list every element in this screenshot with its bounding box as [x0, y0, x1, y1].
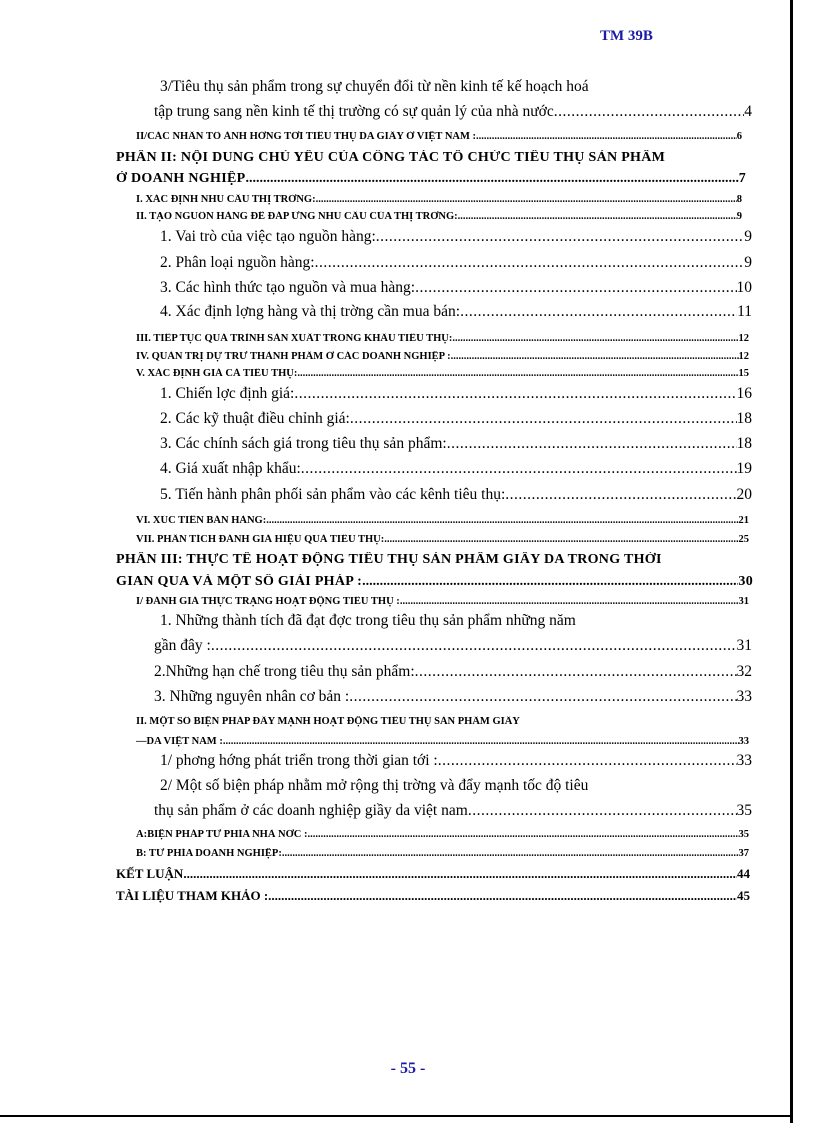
toc-part-title: Ở DOANH NGHIỆP [116, 171, 246, 186]
toc-page-number: 6 [736, 131, 742, 142]
toc-entry-title: I/ ĐÁNH GIÁ THỰC TRẠNG HOẠT ĐỘNG TIÊU THỤ : [136, 596, 400, 607]
dot-leader [266, 515, 738, 526]
toc-entry-title: KẾT LUẬN [116, 866, 184, 881]
toc-page-number: 21 [738, 515, 749, 526]
toc-part [116, 171, 746, 187]
dot-leader [183, 866, 737, 882]
dot-leader [315, 254, 745, 272]
toc-entry-title: I. XÁC ĐỊNH NHU CẦU THỊ TRỜNG: [136, 194, 316, 205]
toc-part-title: GIAN QUA VÀ MỘT SỐ GIẢI PHÁP : [116, 574, 363, 589]
dot-leader [308, 829, 739, 840]
toc-entry-title: IV. QUẢN TRỊ DỰ TRỮ THÀNH PHẨM Ở CÁC DOANH NGHIỆP : [136, 351, 451, 362]
toc-page-number: 25 [738, 534, 749, 545]
toc-entry-title: II. MỘT SỐ BIỆN PHÁP ĐẨY MẠNH HOẠT ĐỘNG TIÊU THỤ SẢN PHẨM GIẦY [136, 716, 520, 727]
toc-entry [160, 460, 752, 478]
toc-entry-title: thụ sản phẩm ở các doanh nghiệp giầy da việt nam [154, 802, 468, 819]
toc-entry-title: 4. Giá xuất nhập khẩu: [160, 460, 301, 477]
toc-entry [136, 211, 742, 222]
toc-entry [136, 736, 749, 747]
dot-leader [468, 802, 737, 820]
toc-entry [160, 303, 752, 321]
toc-entry [136, 534, 749, 545]
dot-leader [268, 888, 737, 904]
toc-page-number: 33 [736, 688, 752, 705]
toc-entry-title: 4. Xác định lợng hàng và thị trờng cần mua bán: [160, 303, 461, 320]
toc-entry-title: 5. Tiến hành phân phối sản phẩm vào các kênh tiêu thụ: [160, 486, 506, 503]
toc-page-number: 31 [736, 637, 752, 654]
bottom-margin-bar [0, 1115, 793, 1117]
toc-page-number: 20 [736, 486, 752, 503]
toc-entry [154, 637, 752, 655]
toc-page-number: 9 [736, 211, 742, 222]
toc-entry [136, 131, 742, 142]
toc-entry-title: —DA VIỆT NAM : [136, 736, 223, 747]
dot-leader [400, 596, 739, 607]
toc-entry [136, 194, 742, 205]
toc-entry [160, 410, 752, 428]
toc-entry-title: III. TIẾP TỤC QUÁ TRÌNH SẢN XUẤT TRONG KHÂU TIÊU THỤ: [136, 333, 453, 344]
dot-leader [301, 460, 737, 478]
toc-entry-title: 3. Những nguyên nhân cơ bản : [154, 688, 350, 705]
dot-leader [297, 368, 738, 379]
toc-entry [160, 486, 752, 504]
toc-page-number: 30 [738, 574, 753, 589]
toc-page-number: 37 [738, 848, 749, 859]
toc-page-number: 12 [738, 333, 749, 344]
toc-entry [116, 888, 750, 904]
dot-leader [460, 303, 737, 321]
dot-leader [223, 736, 739, 747]
toc-entry [154, 688, 752, 706]
dot-leader [554, 103, 745, 121]
toc-entry [136, 829, 749, 840]
toc-part-line [116, 150, 665, 166]
toc-entry-title: 2. Phân loại nguồn hàng: [160, 254, 315, 271]
toc-entry-title: 3. Các hình thức tạo nguồn và mua hàng: [160, 279, 416, 296]
toc-entry-title: gần đây : [154, 637, 211, 654]
toc-page-number: 18 [736, 410, 752, 427]
dot-leader [458, 211, 737, 222]
dot-leader [211, 637, 737, 655]
dot-leader [451, 351, 739, 362]
toc-entry [154, 663, 752, 681]
toc-entry-title: 2.Những hạn chế trong tiêu thụ sản phẩm: [154, 663, 415, 680]
toc-entry [160, 228, 752, 246]
toc-entry-title: tập trung sang nền kinh tế thị trường có sự quản lý của nhà nước [154, 103, 554, 120]
toc-entry-title: A:BIỆN PHÁP TỪ PHÍA NHÀ NỚC : [136, 829, 308, 840]
dot-leader [384, 534, 738, 545]
dot-leader [415, 279, 736, 297]
toc-entry [136, 596, 749, 607]
toc-page-number: 44 [737, 866, 750, 881]
toc-entry-title: VI. XÚC TIẾN BÁN HÀNG: [136, 515, 267, 526]
toc-page-number: 18 [736, 435, 752, 452]
dot-leader [415, 663, 737, 681]
dot-leader [362, 574, 738, 590]
toc-entry-title: VII. PHÂN TÍCH ĐÁNH GIÁ HIỆU QUẢ TIÊU THỤ: [136, 534, 385, 545]
toc-entry-line [160, 777, 588, 795]
toc-entry-line [160, 78, 589, 96]
toc-entry-title: II/CÁC NHÂN TỐ ẢNH HỞNG TỚI TIÊU THỤ DA GIẦY Ở VIỆT NAM : [136, 131, 477, 142]
toc-page-number: 9 [744, 254, 752, 271]
toc-entry [136, 848, 749, 859]
toc-page-number: 33 [736, 752, 752, 769]
toc-part [116, 574, 753, 590]
dot-leader [476, 131, 737, 142]
toc-page-number: 12 [738, 351, 749, 362]
dot-leader [438, 752, 737, 770]
dot-leader [350, 410, 737, 428]
toc-entry [160, 752, 752, 770]
document-code: TM 39B [600, 28, 653, 44]
dot-leader [376, 228, 744, 246]
dot-leader [452, 333, 738, 344]
toc-entry [160, 385, 752, 403]
toc-page-number: 7 [738, 171, 746, 186]
toc-page-number: 15 [738, 368, 749, 379]
toc-entry-title: II. TẠO NGUỒN HÀNG ĐỂ ĐÁP ỨNG NHU CẦU CỦA THỊ TRỜNG: [136, 211, 458, 222]
dot-leader [447, 435, 737, 453]
toc-entry-title: 3/Tiêu thụ sản phẩm trong sự chuyển đổi từ nền kinh tế kế hoạch hoá [160, 78, 589, 95]
toc-entry-line [136, 716, 520, 727]
dot-leader [294, 385, 736, 403]
toc-page-number: 31 [738, 596, 749, 607]
toc-entry [116, 866, 750, 882]
dot-leader [316, 194, 737, 205]
toc-entry-title: V. XÁC ĐỊNH GIÁ CẢ TIÊU THỤ: [136, 368, 298, 379]
page-number: - 55 - [390, 1060, 426, 1077]
toc-entry-title: 3. Các chính sách giá trong tiêu thụ sản phẩm: [160, 435, 447, 452]
toc-entry-line [160, 612, 576, 630]
toc-page-number: 19 [736, 460, 752, 477]
toc-page-number: 33 [738, 736, 749, 747]
toc-page-number: 35 [738, 829, 749, 840]
toc-page-number: 10 [736, 279, 752, 296]
toc-entry-title: 2. Các kỹ thuật điều chỉnh giá: [160, 410, 350, 427]
toc-entry [160, 254, 752, 272]
toc-entry-title: B: TỪ PHÍA DOANH NGHIỆP: [136, 848, 282, 859]
toc-entry-title: 1. Vai trò của việc tạo nguồn hàng: [160, 228, 376, 245]
toc-page-number: 4 [744, 103, 752, 120]
toc-entry [136, 368, 749, 379]
toc-entry-title: 1. Chiến lợc định giá: [160, 385, 295, 402]
dot-leader [282, 848, 739, 859]
toc-page-number: 32 [736, 663, 752, 680]
toc-page-number: 8 [736, 194, 742, 205]
toc-page-number: 35 [736, 802, 752, 819]
toc-page-number: 9 [744, 228, 752, 245]
toc-entry [154, 802, 752, 820]
toc-part-title: PHẦN III: THỰC TẾ HOẠT ĐỘNG TIÊU THỤ SẢN PHẨM GIẦY DA TRONG THỜI [116, 552, 662, 567]
toc-entry [136, 515, 749, 526]
dot-leader [349, 688, 736, 706]
toc-entry-title: TÀI LIỆU THAM KHẢO : [116, 888, 269, 903]
toc-page-number: 16 [736, 385, 752, 402]
toc-entry [154, 103, 752, 121]
toc-entry [136, 333, 749, 344]
toc-part-line [116, 552, 662, 568]
toc-page-number: 45 [737, 888, 750, 903]
toc-entry [160, 435, 752, 453]
toc-entry-title: 1. Những thành tích đã đạt đợc trong tiêu thụ sản phẩm những năm [160, 612, 576, 629]
toc-entry [136, 351, 749, 362]
toc-entry-title: 1/ phơng hớng phát triển trong thời gian tới : [160, 752, 438, 769]
toc-entry [160, 279, 752, 297]
toc-entry-title: 2/ Một số biện pháp nhằm mở rộng thị trờng và đẩy mạnh tốc độ tiêu [160, 777, 589, 794]
dot-leader [505, 486, 736, 504]
toc-page-number: 11 [737, 303, 752, 320]
toc-part-title: PHẦN II: NỘI DUNG CHỦ YẾU CỦA CÔNG TÁC TỔ CHỨC TIÊU THỤ SẢN PHẨM [116, 150, 666, 165]
dot-leader [245, 171, 738, 187]
